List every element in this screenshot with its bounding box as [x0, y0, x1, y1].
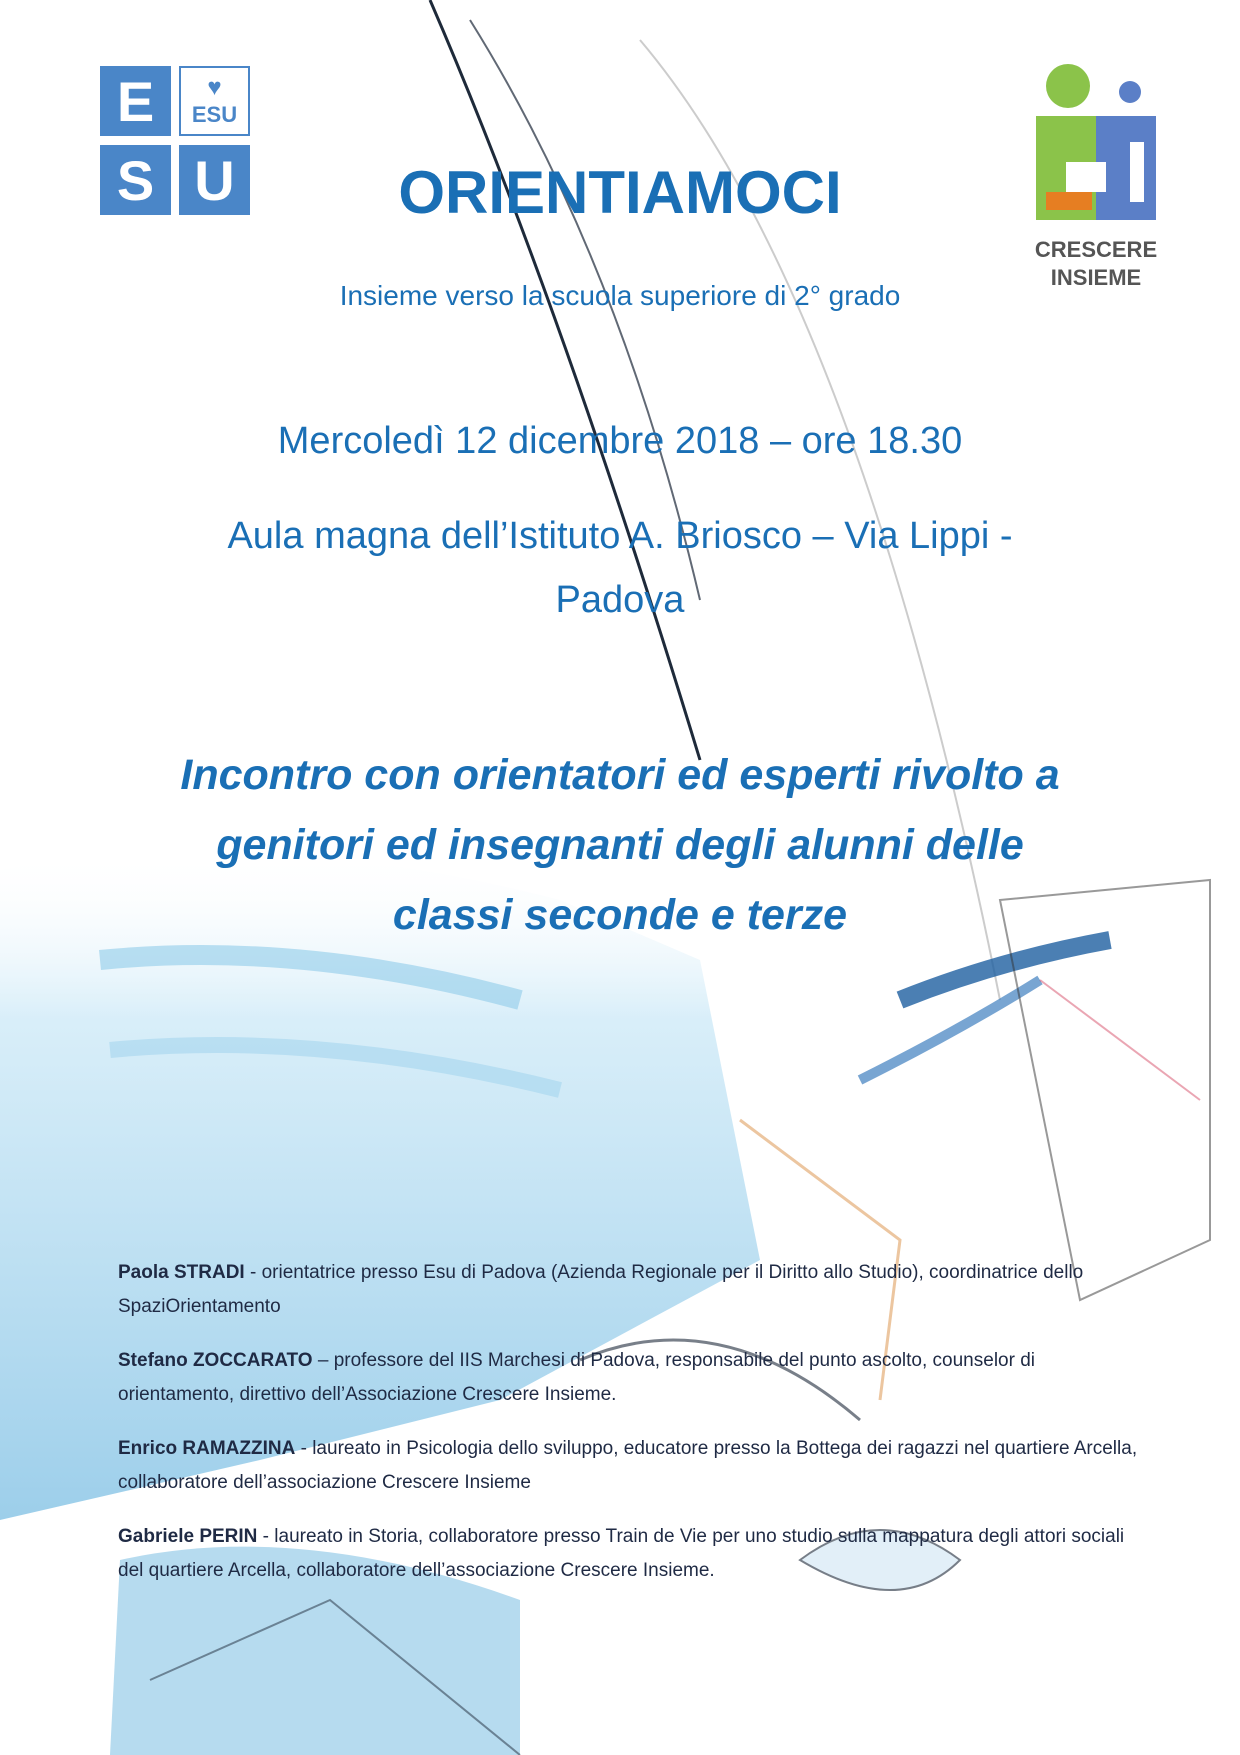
- event-date: Mercoledì 12 dicembre 2018 – ore 18.30: [277, 420, 963, 462]
- event-place: [150, 504, 1090, 632]
- speaker-description: - laureato in Storia, collaboratore presso Train de Vie per uno studio sulla mappatura degli attori sociali del quartiere Arcella, collaboratore dell’associazione Crescere Insieme.: [118, 1526, 1125, 1581]
- speaker-item: [118, 1344, 1148, 1412]
- headline-line-1: Incontro con orientatori ed esperti rivolto a: [180, 751, 1060, 799]
- speaker-name: Gabriele PERIN: [118, 1526, 258, 1547]
- esu-lion-badge: [179, 66, 250, 136]
- event-headline: [90, 740, 1150, 950]
- insieme-text: INSIEME: [1050, 265, 1142, 290]
- lion-icon: ♥: [207, 74, 222, 101]
- speaker-name: Stefano ZOCCARATO: [118, 1350, 313, 1371]
- subtitle: Insieme verso la scuola superiore di 2° grado: [339, 280, 901, 311]
- speaker-description: – professore del IIS Marchesi di Padova, responsabile del punto ascolto, counselor di orientamento, direttivo dell’Associazione Crescere Insieme.: [118, 1350, 1035, 1405]
- esu-letter-s: S: [100, 145, 171, 215]
- event-place-line-2: Padova: [555, 579, 685, 621]
- page-title: ORIENTIAMOCI: [398, 159, 842, 226]
- speaker-description: - laureato in Psicologia dello sviluppo, educatore presso la Bottega dei ragazzi nel quartiere Arcella, collaboratore dell’associazione Crescere Insieme: [118, 1438, 1138, 1493]
- headline-line-3: classi seconde e terze: [392, 891, 848, 939]
- headline-line-2: genitori ed insegnanti degli alunni delle: [216, 821, 1024, 869]
- speaker-item: [118, 1520, 1148, 1588]
- esu-letter-u: U: [179, 145, 250, 215]
- speakers-list: [118, 1256, 1148, 1608]
- esu-letter-e: E: [100, 66, 171, 136]
- esu-badge-text: ESU: [191, 102, 238, 127]
- speaker-description: - orientatrice presso Esu di Padova (Azienda Regionale per il Diritto allo Studio), coordinatrice dello SpaziOrientamento: [118, 1262, 1084, 1317]
- speaker-item: [118, 1256, 1148, 1324]
- crescere-text: CRESCERE: [1034, 237, 1158, 262]
- speaker-item: [118, 1432, 1148, 1500]
- event-place-line-1: Aula magna dell’Istituto A. Briosco – Via Lippi -: [227, 515, 1013, 557]
- speaker-name: Enrico RAMAZZINA: [118, 1438, 296, 1459]
- speaker-name: Paola STRADI: [118, 1262, 245, 1283]
